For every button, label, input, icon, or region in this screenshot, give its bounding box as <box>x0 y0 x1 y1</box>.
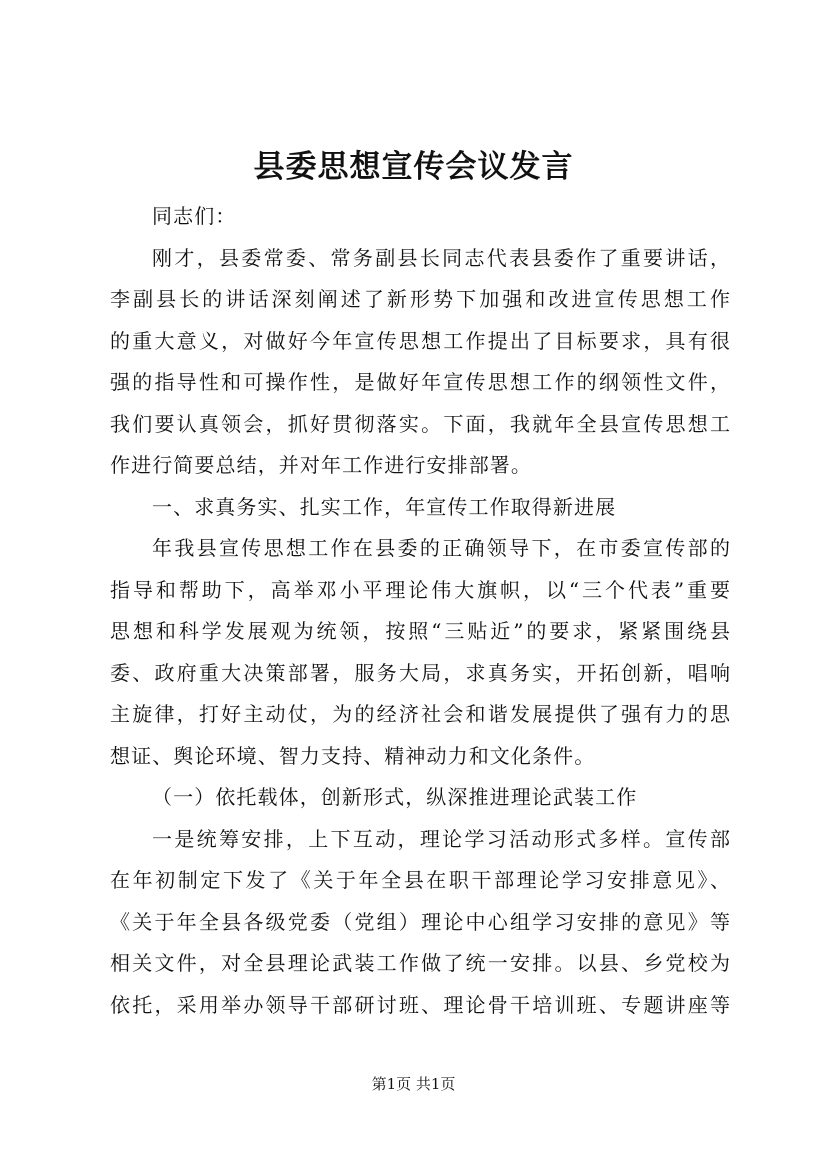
text-line-10: 指导和帮助下，高举邓小平理论伟大旗帜，以“三个代表”重要 <box>110 577 730 602</box>
text-line-18: 《关于年全县各级党委（党组）理论中心组学习安排的意见》等 <box>110 909 730 934</box>
text-line-6: 我们要认真领会，抓好贯彻落实。下面，我就年全县宣传思想工 <box>110 411 730 436</box>
text-line-3: 李副县长的讲话深刻阐述了新形势下加强和改进宣传思想工作 <box>110 287 730 311</box>
text-line-20: 依托，采用举办领导干部研讨班、理论骨干培训班、专题讲座等 <box>110 992 730 1017</box>
text-line-16: 一是统筹安排，上下互动，理论学习活动形式多样。宣传部 <box>152 826 730 851</box>
text-line-13: 主旋律，打好主动仗，为的经济社会和谐发展提供了强有力的思 <box>110 702 730 726</box>
text-line-12: 委、政府重大决策部署，服务大局，求真务实，开拓创新，唱响 <box>110 660 730 685</box>
page-number-footer: 第1页 共1页 <box>371 1075 456 1093</box>
text-line-5: 强的指导性和可操作性，是做好年宣传思想工作的纲领性文件， <box>110 370 730 394</box>
text-line-14: 想证、舆论环境、智力支持、精神动力和文化条件。 <box>110 743 596 768</box>
document-body <box>110 196 730 1026</box>
text-line-9: 年我县宣传思想工作在县委的正确领导下，在市委宣传部的 <box>152 536 730 560</box>
text-line-17: 在年初制定下发了《关于年全县在职干部理论学习安排意见》、 <box>110 868 730 892</box>
text-line-19: 相关文件，对全县理论武装工作做了统一安排。以县、乡党校为 <box>110 951 730 975</box>
subsection-heading-1: （一）依托载体，创新形式，纵深推进理论武装工作 <box>152 785 638 809</box>
document-title: 县委思想宣传会议发言 <box>253 149 574 185</box>
text-line-4: 的重大意义，对做好今年宣传思想工作提出了目标要求，具有很 <box>110 328 730 353</box>
section-heading-1: 一、求真务实、扎实工作，年宣传工作取得新进展 <box>152 494 617 519</box>
text-line-7: 作进行简要总结，并对年工作进行安排部署。 <box>110 453 532 477</box>
text-line-1: 同志们： <box>152 204 237 228</box>
text-line-11: 思想和科学发展观为统领，按照“三贴近”的要求，紧紧围绕县 <box>110 619 730 643</box>
text-line-2: 刚才，县委常委、常务副县长同志代表县委作了重要讲话， <box>152 245 730 270</box>
